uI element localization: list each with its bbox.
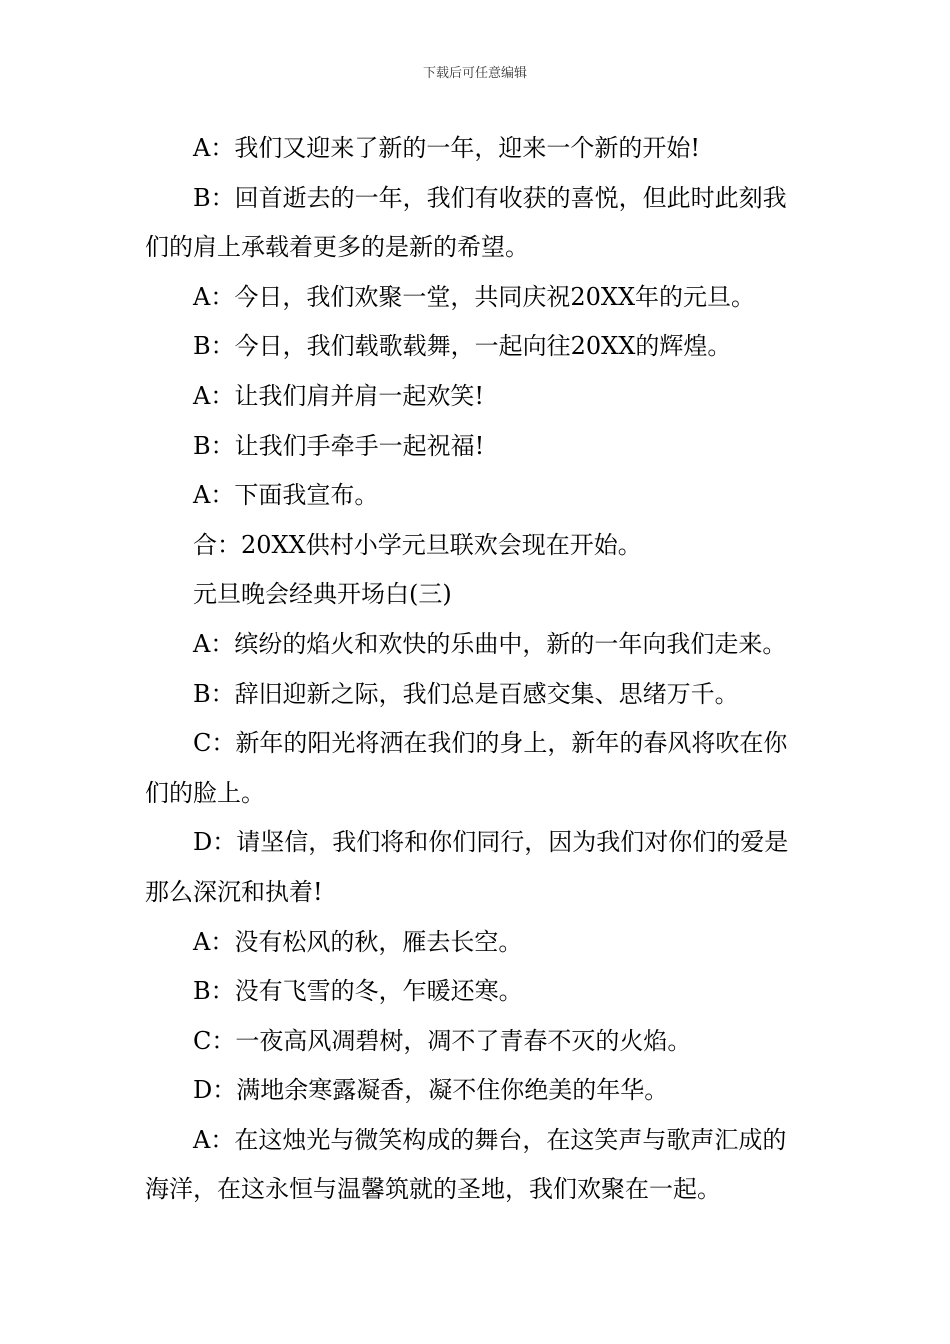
paragraph: A：缤纷的焰火和欢快的乐曲中，新的一年向我们走来。 (193, 629, 787, 658)
paragraph: D：满地余寒露凝香，凝不住你绝美的年华。 (193, 1076, 669, 1105)
paragraph: A：在这烛光与微笑构成的舞台，在这笑声与歌声汇成的海洋，在这永恒与温馨筑就的圣地，我们欢聚在一起。 (145, 1125, 787, 1204)
paragraph: A：没有松风的秋，雁去长空。 (193, 927, 523, 956)
paragraph: B：回首逝去的一年，我们有收获的喜悦，但此时此刻我们的肩上承载着更多的是新的希望。 (145, 183, 787, 262)
paragraph: A：让我们肩并肩一起欢笑! (193, 381, 484, 410)
section-title: 元旦晚会经典开场白(三) (193, 580, 452, 609)
paragraph: B：辞旧迎新之际，我们总是百感交集、思绪万千。 (193, 679, 739, 708)
paragraph: A：下面我宣布。 (193, 481, 379, 510)
page-header-note: 下载后可任意编辑 (422, 66, 527, 81)
paragraph: A：今日，我们欢聚一堂，共同庆祝20XX年的元旦。 (193, 282, 756, 311)
paragraph: C：一夜高风凋碧树，凋不了青春不灭的火焰。 (193, 1026, 692, 1055)
paragraph: 合：20XX供村小学元旦联欢会现在开始。 (193, 530, 642, 559)
paragraph: C：新年的阳光将洒在我们的身上，新年的春风将吹在你们的脸上。 (145, 729, 788, 807)
paragraph: B：今日，我们载歌载舞，一起向往20XX的辉煌。 (193, 332, 732, 361)
paragraph: D：请坚信，我们将和你们同行，因为我们对你们的爱是那么深沉和执着! (145, 828, 789, 906)
paragraph: B：让我们手牵手一起祝福! (193, 431, 485, 460)
document-body (145, 124, 810, 1215)
paragraph: A：我们又迎来了新的一年，迎来一个新的开始! (193, 134, 700, 162)
paragraph: B：没有飞雪的冬，乍暖还寒。 (193, 977, 523, 1006)
